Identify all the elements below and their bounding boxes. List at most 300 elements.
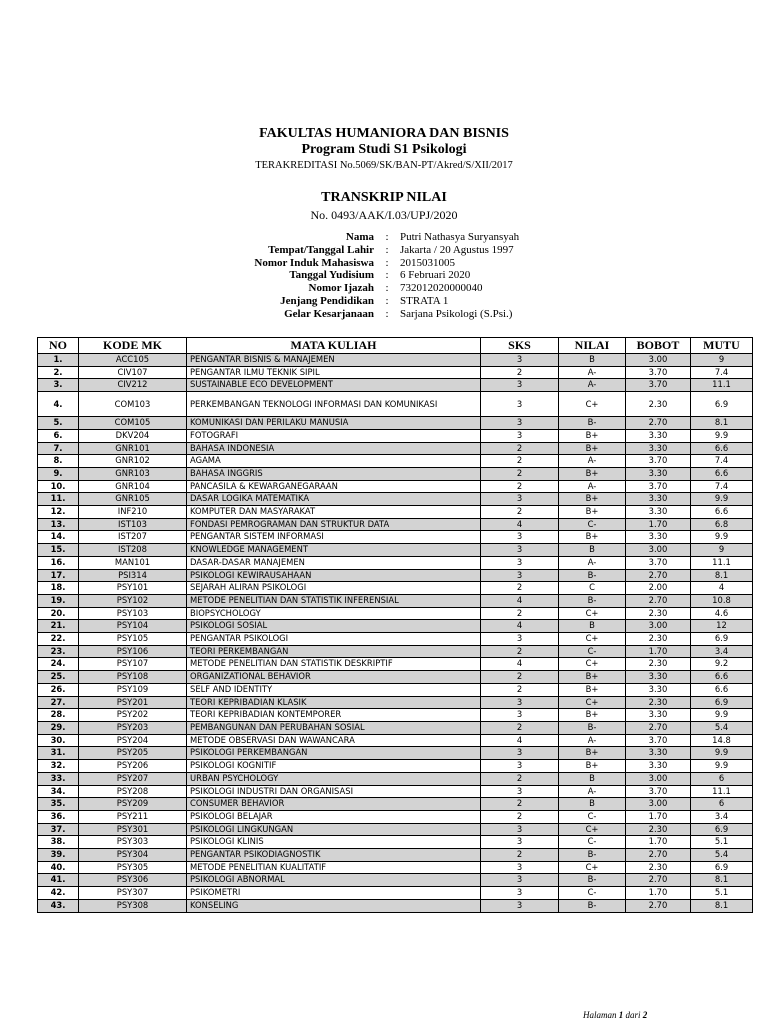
table-row bbox=[38, 798, 753, 811]
grade: B- bbox=[559, 417, 626, 430]
course-code: PSY206 bbox=[79, 760, 187, 773]
quality-points: 6.9 bbox=[691, 392, 753, 417]
course-code: CIV107 bbox=[79, 366, 187, 379]
course-code: PSY209 bbox=[79, 798, 187, 811]
row-no: 22. bbox=[38, 633, 79, 646]
course-name: PSIKOLOGI PERKEMBANGAN bbox=[187, 747, 481, 760]
col-header-no: NO bbox=[38, 338, 79, 354]
quality-points: 11.1 bbox=[691, 379, 753, 392]
row-no: 40. bbox=[38, 861, 79, 874]
quality-points: 9.2 bbox=[691, 658, 753, 671]
info-row-birth bbox=[0, 244, 768, 257]
course-name: DASAR LOGIKA MATEMATIKA bbox=[187, 493, 481, 506]
weight: 3.70 bbox=[626, 366, 691, 379]
quality-points: 6.9 bbox=[691, 823, 753, 836]
course-code: PSY308 bbox=[79, 899, 187, 912]
weight: 2.30 bbox=[626, 823, 691, 836]
quality-points: 3.4 bbox=[691, 645, 753, 658]
course-code: PSY303 bbox=[79, 836, 187, 849]
table-row bbox=[38, 417, 753, 430]
weight: 3.70 bbox=[626, 734, 691, 747]
grade: B bbox=[559, 620, 626, 633]
row-no: 12. bbox=[38, 506, 79, 519]
footer-middle: dari bbox=[625, 1010, 641, 1020]
row-no: 5. bbox=[38, 417, 79, 430]
quality-points: 6.9 bbox=[691, 861, 753, 874]
course-code: PSY307 bbox=[79, 887, 187, 900]
info-label: Gelar Kesarjanaan bbox=[284, 307, 374, 320]
quality-points: 8.1 bbox=[691, 874, 753, 887]
course-name: PENGANTAR PSIKOLOGI bbox=[187, 633, 481, 646]
sks: 3 bbox=[481, 493, 559, 506]
sks: 4 bbox=[481, 658, 559, 671]
grade: C+ bbox=[559, 823, 626, 836]
table-row bbox=[38, 658, 753, 671]
table-row bbox=[38, 645, 753, 658]
quality-points: 6 bbox=[691, 798, 753, 811]
row-no: 8. bbox=[38, 455, 79, 468]
quality-points: 9.9 bbox=[691, 429, 753, 442]
weight: 3.30 bbox=[626, 442, 691, 455]
sks: 2 bbox=[481, 480, 559, 493]
grade: C- bbox=[559, 645, 626, 658]
table-row bbox=[38, 569, 753, 582]
table-row bbox=[38, 379, 753, 392]
quality-points: 6.6 bbox=[691, 467, 753, 480]
sks: 2 bbox=[481, 721, 559, 734]
sks: 3 bbox=[481, 354, 559, 367]
sks: 2 bbox=[481, 455, 559, 468]
row-no: 18. bbox=[38, 582, 79, 595]
quality-points: 8.1 bbox=[691, 899, 753, 912]
course-code: PSI314 bbox=[79, 569, 187, 582]
info-label: Jenjang Pendidikan bbox=[280, 294, 374, 307]
quality-points: 9 bbox=[691, 354, 753, 367]
sks: 3 bbox=[481, 544, 559, 557]
grade: B+ bbox=[559, 671, 626, 684]
quality-points: 4.6 bbox=[691, 607, 753, 620]
weight: 3.30 bbox=[626, 531, 691, 544]
document-title: TRANSKRIP NILAI bbox=[321, 190, 447, 205]
student-info bbox=[0, 231, 768, 321]
grade: B+ bbox=[559, 709, 626, 722]
row-no: 10. bbox=[38, 480, 79, 493]
grade: A- bbox=[559, 366, 626, 379]
quality-points: 4 bbox=[691, 582, 753, 595]
weight: 3.30 bbox=[626, 709, 691, 722]
grade: B+ bbox=[559, 747, 626, 760]
weight: 1.70 bbox=[626, 836, 691, 849]
row-no: 25. bbox=[38, 671, 79, 684]
course-code: IST207 bbox=[79, 531, 187, 544]
sks: 3 bbox=[481, 556, 559, 569]
weight: 2.30 bbox=[626, 658, 691, 671]
info-colon: : bbox=[385, 231, 389, 243]
table-row bbox=[38, 671, 753, 684]
info-row-ijazah bbox=[0, 282, 768, 295]
row-no: 39. bbox=[38, 849, 79, 862]
course-code: PSY105 bbox=[79, 633, 187, 646]
course-name: PSIKOLOGI LINGKUNGAN bbox=[187, 823, 481, 836]
grade: B+ bbox=[559, 467, 626, 480]
sks: 3 bbox=[481, 874, 559, 887]
accreditation-text: TERAKREDITASI No.5069/SK/BAN-PT/Akred/S/XII/2017 bbox=[255, 160, 513, 171]
course-code: IST103 bbox=[79, 518, 187, 531]
grade: C- bbox=[559, 810, 626, 823]
table-row bbox=[38, 849, 753, 862]
sks: 4 bbox=[481, 594, 559, 607]
grade: B- bbox=[559, 899, 626, 912]
weight: 3.30 bbox=[626, 760, 691, 773]
row-no: 33. bbox=[38, 772, 79, 785]
sks: 2 bbox=[481, 683, 559, 696]
row-no: 41. bbox=[38, 874, 79, 887]
course-name: FOTOGRAFI bbox=[187, 429, 481, 442]
row-no: 42. bbox=[38, 887, 79, 900]
quality-points: 9.9 bbox=[691, 531, 753, 544]
table-row bbox=[38, 429, 753, 442]
grade: C- bbox=[559, 836, 626, 849]
weight: 2.30 bbox=[626, 392, 691, 417]
course-code: PSY106 bbox=[79, 645, 187, 658]
course-name: FONDASI PEMROGRAMAN DAN STRUKTUR DATA bbox=[187, 518, 481, 531]
grade: A- bbox=[559, 379, 626, 392]
table-row bbox=[38, 607, 753, 620]
footer-prefix: Halaman bbox=[583, 1010, 617, 1020]
row-no: 32. bbox=[38, 760, 79, 773]
quality-points: 9.9 bbox=[691, 760, 753, 773]
faculty-name: FAKULTAS HUMANIORA DAN BISNIS bbox=[259, 126, 509, 141]
weight: 3.30 bbox=[626, 493, 691, 506]
row-no: 3. bbox=[38, 379, 79, 392]
info-label: Nomor Induk Mahasiswa bbox=[254, 256, 374, 269]
course-code: GNR104 bbox=[79, 480, 187, 493]
table-row bbox=[38, 683, 753, 696]
course-name: PANCASILA & KEWARGANEGARAAN bbox=[187, 480, 481, 493]
course-code: PSY108 bbox=[79, 671, 187, 684]
sks: 3 bbox=[481, 392, 559, 417]
course-name: PSIKOLOGI BELAJAR bbox=[187, 810, 481, 823]
quality-points: 6.6 bbox=[691, 442, 753, 455]
weight: 3.00 bbox=[626, 354, 691, 367]
sks: 3 bbox=[481, 760, 559, 773]
sks: 4 bbox=[481, 734, 559, 747]
course-code: IST208 bbox=[79, 544, 187, 557]
course-name: PSIKOLOGI INDUSTRI DAN ORGANISASI bbox=[187, 785, 481, 798]
course-name: PSIKOLOGI KOGNITIF bbox=[187, 760, 481, 773]
row-no: 35. bbox=[38, 798, 79, 811]
row-no: 24. bbox=[38, 658, 79, 671]
row-no: 1. bbox=[38, 354, 79, 367]
table-row bbox=[38, 544, 753, 557]
grade: B- bbox=[559, 849, 626, 862]
row-no: 9. bbox=[38, 467, 79, 480]
course-code: GNR101 bbox=[79, 442, 187, 455]
weight: 3.00 bbox=[626, 798, 691, 811]
quality-points: 7.4 bbox=[691, 366, 753, 379]
grade: C bbox=[559, 582, 626, 595]
course-code: GNR102 bbox=[79, 455, 187, 468]
info-row-nim bbox=[0, 257, 768, 270]
row-no: 21. bbox=[38, 620, 79, 633]
course-code: PSY104 bbox=[79, 620, 187, 633]
table-row bbox=[38, 861, 753, 874]
sks: 3 bbox=[481, 417, 559, 430]
sks: 4 bbox=[481, 518, 559, 531]
table-row bbox=[38, 531, 753, 544]
table-row bbox=[38, 734, 753, 747]
sks: 3 bbox=[481, 861, 559, 874]
col-header-kode: KODE MK bbox=[79, 338, 187, 354]
sks: 2 bbox=[481, 582, 559, 595]
grade: A- bbox=[559, 455, 626, 468]
course-name: METODE PENELITIAN DAN STATISTIK INFERENSIAL bbox=[187, 594, 481, 607]
course-code: PSY201 bbox=[79, 696, 187, 709]
row-no: 27. bbox=[38, 696, 79, 709]
grade: B- bbox=[559, 594, 626, 607]
table-row bbox=[38, 696, 753, 709]
table-row bbox=[38, 354, 753, 367]
row-no: 2. bbox=[38, 366, 79, 379]
sks: 3 bbox=[481, 887, 559, 900]
sks: 3 bbox=[481, 379, 559, 392]
quality-points: 6.6 bbox=[691, 506, 753, 519]
quality-points: 9 bbox=[691, 544, 753, 557]
table-row bbox=[38, 810, 753, 823]
course-name: SEJARAH ALIRAN PSIKOLOGI bbox=[187, 582, 481, 595]
grade: A- bbox=[559, 480, 626, 493]
course-code: PSY304 bbox=[79, 849, 187, 862]
table-row bbox=[38, 556, 753, 569]
grade: C+ bbox=[559, 392, 626, 417]
grade: B+ bbox=[559, 760, 626, 773]
weight: 3.30 bbox=[626, 506, 691, 519]
table-row bbox=[38, 874, 753, 887]
info-colon: : bbox=[385, 307, 389, 320]
quality-points: 11.1 bbox=[691, 785, 753, 798]
weight: 2.70 bbox=[626, 899, 691, 912]
grade: B+ bbox=[559, 493, 626, 506]
grade: B+ bbox=[559, 506, 626, 519]
grade: B+ bbox=[559, 429, 626, 442]
row-no: 37. bbox=[38, 823, 79, 836]
row-no: 6. bbox=[38, 429, 79, 442]
info-row-gelar bbox=[0, 308, 768, 321]
info-colon: : bbox=[385, 243, 389, 256]
quality-points: 6.6 bbox=[691, 671, 753, 684]
weight: 3.00 bbox=[626, 772, 691, 785]
weight: 3.70 bbox=[626, 556, 691, 569]
course-code: PSY102 bbox=[79, 594, 187, 607]
quality-points: 5.4 bbox=[691, 849, 753, 862]
course-name: ORGANIZATIONAL BEHAVIOR bbox=[187, 671, 481, 684]
course-code: MAN101 bbox=[79, 556, 187, 569]
sks: 2 bbox=[481, 772, 559, 785]
row-no: 17. bbox=[38, 569, 79, 582]
grade: C+ bbox=[559, 696, 626, 709]
course-code: PSY205 bbox=[79, 747, 187, 760]
info-value: Sarjana Psikologi (S.Psi.) bbox=[400, 307, 513, 320]
course-code: DKV204 bbox=[79, 429, 187, 442]
course-name: TEORI KEPRIBADIAN KLASIK bbox=[187, 696, 481, 709]
course-name: BIOPSYCHOLOGY bbox=[187, 607, 481, 620]
sks: 3 bbox=[481, 747, 559, 760]
sks: 2 bbox=[481, 607, 559, 620]
row-no: 13. bbox=[38, 518, 79, 531]
grade: B+ bbox=[559, 683, 626, 696]
row-no: 26. bbox=[38, 683, 79, 696]
quality-points: 8.1 bbox=[691, 569, 753, 582]
course-name: PSIKOMETRI bbox=[187, 887, 481, 900]
course-code: PSY203 bbox=[79, 721, 187, 734]
grade: B bbox=[559, 798, 626, 811]
quality-points: 6.9 bbox=[691, 633, 753, 646]
row-no: 14. bbox=[38, 531, 79, 544]
weight: 2.30 bbox=[626, 861, 691, 874]
weight: 3.70 bbox=[626, 480, 691, 493]
quality-points: 7.4 bbox=[691, 455, 753, 468]
course-name: SUSTAINABLE ECO DEVELOPMENT bbox=[187, 379, 481, 392]
row-no: 20. bbox=[38, 607, 79, 620]
course-code: PSY202 bbox=[79, 709, 187, 722]
course-name: PERKEMBANGAN TEKNOLOGI INFORMASI DAN KOMUNIKASI bbox=[187, 392, 481, 417]
sks: 3 bbox=[481, 785, 559, 798]
weight: 3.70 bbox=[626, 785, 691, 798]
course-name: PEMBANGUNAN DAN PERUBAHAN SOSIAL bbox=[187, 721, 481, 734]
quality-points: 9.9 bbox=[691, 493, 753, 506]
course-code: PSY101 bbox=[79, 582, 187, 595]
course-code: PSY211 bbox=[79, 810, 187, 823]
quality-points: 8.1 bbox=[691, 417, 753, 430]
course-code: PSY208 bbox=[79, 785, 187, 798]
grade: C+ bbox=[559, 658, 626, 671]
course-name: KNOWLEDGE MANAGEMENT bbox=[187, 544, 481, 557]
course-name: BAHASA INGGRIS bbox=[187, 467, 481, 480]
grades-table bbox=[37, 337, 753, 913]
grade: C+ bbox=[559, 607, 626, 620]
grade: A- bbox=[559, 556, 626, 569]
quality-points: 10.8 bbox=[691, 594, 753, 607]
info-value: 2015031005 bbox=[400, 256, 455, 269]
program-name: Program Studi S1 Psikologi bbox=[301, 142, 467, 157]
table-row bbox=[38, 480, 753, 493]
quality-points: 6.9 bbox=[691, 696, 753, 709]
course-code: GNR103 bbox=[79, 467, 187, 480]
course-name: KOMUNIKASI DAN PERILAKU MANUSIA bbox=[187, 417, 481, 430]
quality-points: 9.9 bbox=[691, 747, 753, 760]
grade: B+ bbox=[559, 531, 626, 544]
info-value: 732012020000040 bbox=[400, 282, 483, 295]
row-no: 28. bbox=[38, 709, 79, 722]
quality-points: 7.4 bbox=[691, 480, 753, 493]
table-row bbox=[38, 467, 753, 480]
table-row bbox=[38, 366, 753, 379]
course-name: TEORI KEPRIBADIAN KONTEMPORER bbox=[187, 709, 481, 722]
info-colon: : bbox=[385, 294, 389, 307]
course-name: METODE OBSERVASI DAN WAWANCARA bbox=[187, 734, 481, 747]
course-code: PSY107 bbox=[79, 658, 187, 671]
course-name: PSIKOLOGI KEWIRAUSAHAAN bbox=[187, 569, 481, 582]
quality-points: 5.4 bbox=[691, 721, 753, 734]
row-no: 29. bbox=[38, 721, 79, 734]
row-no: 30. bbox=[38, 734, 79, 747]
table-row bbox=[38, 823, 753, 836]
row-no: 15. bbox=[38, 544, 79, 557]
table-row bbox=[38, 899, 753, 912]
quality-points: 5.1 bbox=[691, 836, 753, 849]
grade: B bbox=[559, 544, 626, 557]
sks: 2 bbox=[481, 798, 559, 811]
info-colon: : bbox=[385, 282, 389, 295]
course-name: METODE PENELITIAN KUALITATIF bbox=[187, 861, 481, 874]
info-colon: : bbox=[385, 269, 389, 282]
info-value: Putri Nathasya Suryansyah bbox=[400, 231, 520, 243]
course-name: SELF AND IDENTITY bbox=[187, 683, 481, 696]
quality-points: 3.4 bbox=[691, 810, 753, 823]
sks: 2 bbox=[481, 366, 559, 379]
table-row bbox=[38, 836, 753, 849]
row-no: 16. bbox=[38, 556, 79, 569]
grade: B- bbox=[559, 874, 626, 887]
course-code: COM105 bbox=[79, 417, 187, 430]
row-no: 43. bbox=[38, 899, 79, 912]
weight: 3.30 bbox=[626, 683, 691, 696]
table-row bbox=[38, 392, 753, 417]
course-code: PSY305 bbox=[79, 861, 187, 874]
info-label: Nama bbox=[345, 231, 374, 243]
sks: 2 bbox=[481, 810, 559, 823]
page-footer bbox=[583, 1010, 647, 1020]
course-name: PENGANTAR BISNIS & MANAJEMEN bbox=[187, 354, 481, 367]
course-name: PSIKOLOGI KLINIS bbox=[187, 836, 481, 849]
table-row bbox=[38, 594, 753, 607]
col-header-nilai: NILAI bbox=[559, 338, 626, 354]
sks: 3 bbox=[481, 709, 559, 722]
info-row-jenjang bbox=[0, 295, 768, 308]
weight: 1.70 bbox=[626, 645, 691, 658]
quality-points: 6 bbox=[691, 772, 753, 785]
info-label: Tanggal Yudisium bbox=[289, 269, 374, 282]
grade: B+ bbox=[559, 442, 626, 455]
course-name: PENGANTAR PSIKODIAGNOSTIK bbox=[187, 849, 481, 862]
weight: 3.70 bbox=[626, 379, 691, 392]
course-name: DASAR-DASAR MANAJEMEN bbox=[187, 556, 481, 569]
table-row bbox=[38, 747, 753, 760]
row-no: 4. bbox=[38, 392, 79, 417]
quality-points: 9.9 bbox=[691, 709, 753, 722]
grade: C- bbox=[559, 887, 626, 900]
row-no: 31. bbox=[38, 747, 79, 760]
row-no: 36. bbox=[38, 810, 79, 823]
sks: 2 bbox=[481, 442, 559, 455]
course-name: KONSELING bbox=[187, 899, 481, 912]
sks: 2 bbox=[481, 671, 559, 684]
sks: 4 bbox=[481, 620, 559, 633]
sks: 3 bbox=[481, 569, 559, 582]
col-header-bobot: BOBOT bbox=[626, 338, 691, 354]
grades-body bbox=[38, 354, 753, 913]
sks: 3 bbox=[481, 531, 559, 544]
weight: 3.00 bbox=[626, 620, 691, 633]
row-no: 38. bbox=[38, 836, 79, 849]
course-name: PENGANTAR ILMU TEKNIK SIPIL bbox=[187, 366, 481, 379]
table-row bbox=[38, 582, 753, 595]
table-row bbox=[38, 633, 753, 646]
footer-total: 2 bbox=[642, 1010, 648, 1020]
course-name: PENGANTAR SISTEM INFORMASI bbox=[187, 531, 481, 544]
row-no: 34. bbox=[38, 785, 79, 798]
info-value: 6 Februari 2020 bbox=[400, 269, 471, 282]
